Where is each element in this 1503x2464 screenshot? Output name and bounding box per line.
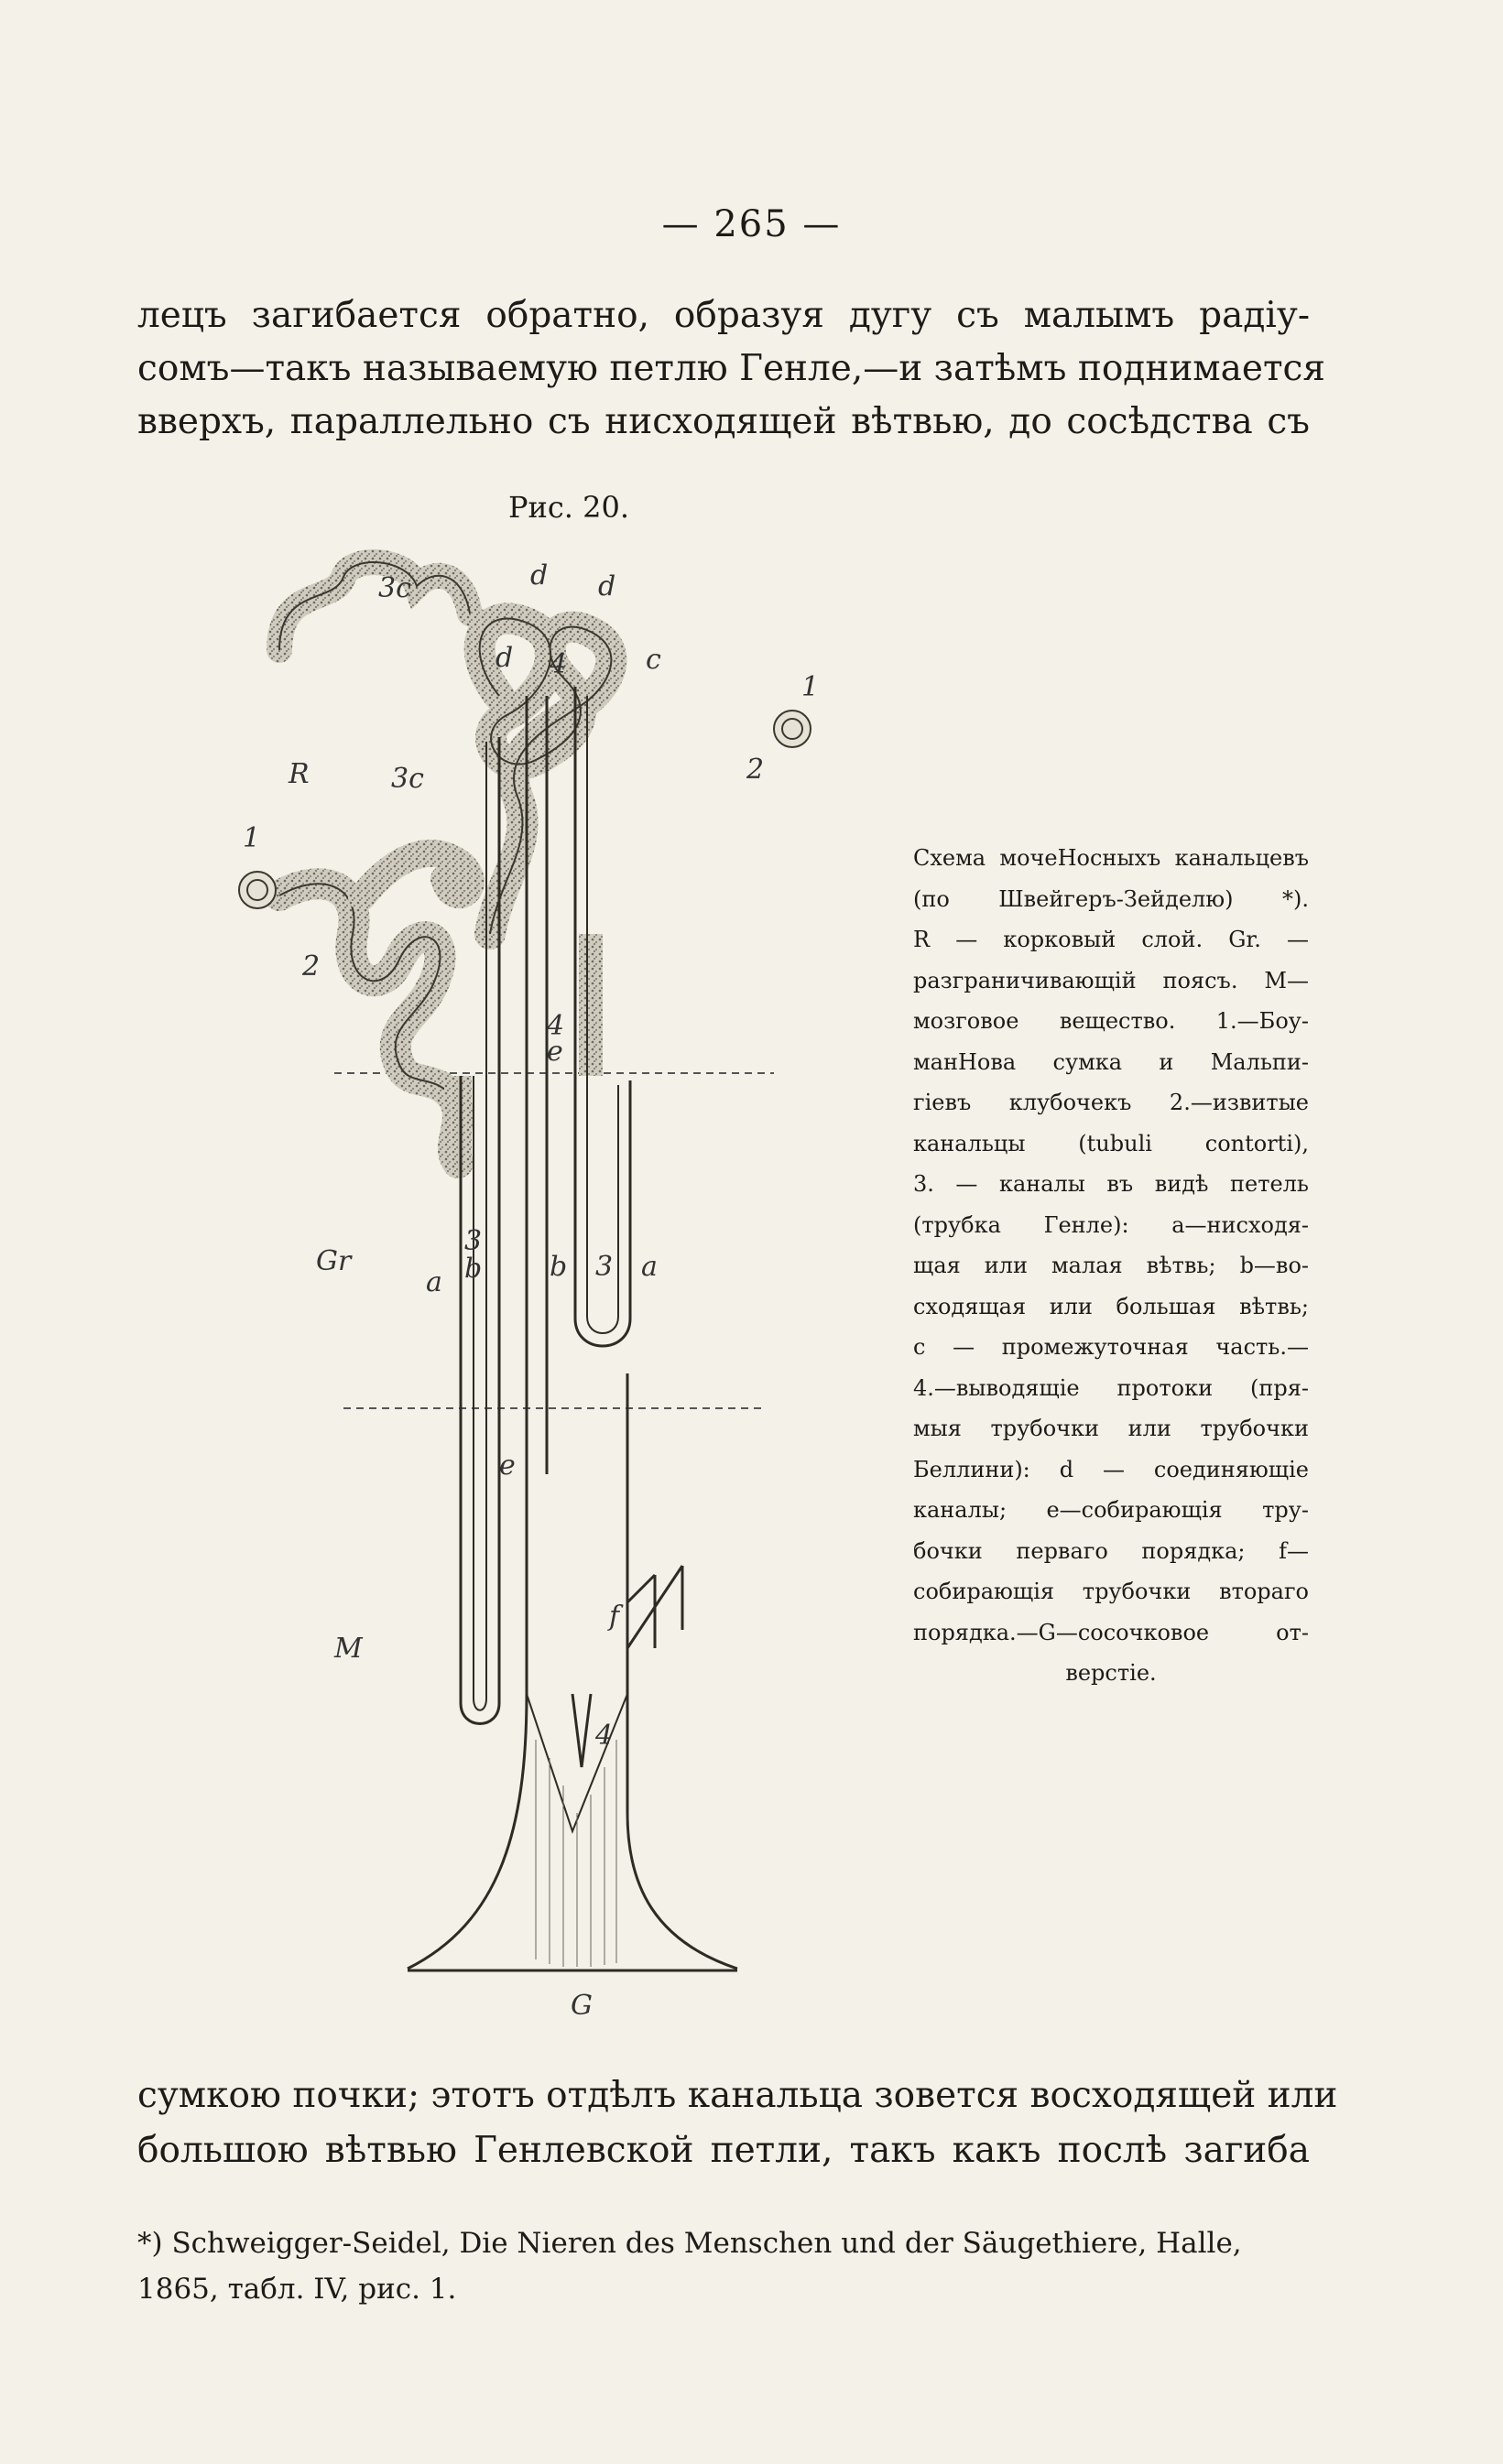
papillary-duct: [408, 1373, 737, 1969]
label-3: 3: [595, 1251, 614, 1283]
label-3c: 3c: [378, 572, 411, 604]
caption-line: R — корковый слой. Gr. —: [913, 927, 1309, 952]
label-4: 4: [550, 648, 568, 680]
caption-line: 4.—выводящіе протоки (пря-: [913, 1374, 1309, 1401]
label-f: f: [609, 1601, 620, 1633]
bowman-capsule-right: [774, 711, 811, 747]
caption-line: собирающія трубочки втораго: [913, 1579, 1309, 1604]
footnote-line: 1865, табл. IV, рис. 1.: [137, 2273, 457, 2306]
label-a: a: [426, 1266, 442, 1298]
papilla-label-g: G: [571, 1990, 593, 2022]
body-text-line: лецъ загибается обратно, образуя дугу съ малымъ радіу-: [137, 295, 1310, 336]
label-c: c: [646, 644, 661, 676]
label-e: e: [547, 1036, 563, 1068]
figure-label: Рис. 20.: [508, 490, 630, 525]
label-3: 3: [464, 1225, 483, 1257]
body-text-line: сомъ—такъ называемую петлю Генле,—и затѣмъ поднимается: [137, 348, 1325, 389]
caption-line: Беллини): d — соединяющіе: [913, 1456, 1309, 1482]
caption-line: гіевъ клубочекъ 2.—извитые: [913, 1090, 1309, 1115]
caption-line: Схема мочеНосныхъ канальцевъ: [913, 845, 1309, 871]
label-4: 4: [547, 1010, 565, 1042]
zone-label-gr: Gr: [316, 1245, 352, 1277]
label-a: a: [641, 1251, 658, 1283]
footnote-line: *) Schweigger-Seidel, Die Nieren des Menschen und der Säugethiere, Halle,: [137, 2227, 1242, 2260]
label-3c: 3c: [391, 763, 424, 795]
figure-caption: [913, 838, 1309, 1694]
label-b: b: [550, 1251, 568, 1283]
label-1: 1: [243, 822, 261, 854]
caption-line: щая или малая вѣтвь; b—во-: [913, 1253, 1309, 1278]
body-text-line: вверхъ, параллельно съ нисходящей вѣтвью, до сосѣдства съ: [137, 401, 1310, 442]
page-number: — 265 —: [661, 203, 842, 245]
caption-line: манНова сумка и Мальпи-: [913, 1048, 1309, 1075]
label-d: d: [496, 642, 514, 674]
bowman-capsule-left: [239, 872, 276, 908]
zone-label-r: R: [289, 758, 310, 790]
caption-line: сходящая или большая вѣтвь;: [913, 1293, 1309, 1319]
label-d: d: [598, 570, 616, 602]
label-e: e: [499, 1449, 516, 1482]
label-b: b: [464, 1253, 483, 1285]
label-4: 4: [595, 1720, 614, 1752]
label-d: d: [530, 559, 549, 592]
caption-line: верстіе.: [1065, 1660, 1157, 1686]
caption-line: 3. — каналы въ видѣ петель: [913, 1171, 1309, 1197]
convoluted-tubule-left: [279, 884, 458, 1163]
body-text-line: большою вѣтвью Генлевской петли, такъ какъ послѣ загиба: [137, 2130, 1310, 2171]
caption-line: разграничивающій поясъ. М—: [913, 967, 1309, 993]
caption-line: мозговое вещество. 1.—Боу-: [913, 1008, 1309, 1034]
caption-line: с — промежуточная часть.—: [913, 1334, 1309, 1360]
caption-line: каналы; е—собирающія тру-: [913, 1497, 1309, 1523]
label-2: 2: [302, 950, 321, 982]
body-text-line: сумкою почки; этотъ отдѣлъ канальца зовется восходящей или: [137, 2075, 1338, 2116]
caption-line: (по Швейгеръ-Зейделю) *).: [913, 885, 1309, 912]
nephron-diagram: [224, 549, 866, 2024]
label-2: 2: [746, 754, 765, 786]
caption-line: мыя трубочки или трубочки: [913, 1416, 1309, 1441]
caption-line: бочки перваго порядка; f—: [913, 1537, 1309, 1564]
zone-label-m: M: [334, 1633, 363, 1665]
label-1: 1: [801, 671, 820, 703]
caption-line: канальцы (tubuli contorti),: [913, 1130, 1309, 1156]
caption-line: порядка.—G—сосочковое от-: [913, 1619, 1309, 1645]
caption-line: (трубка Генле): а—нисходя-: [913, 1211, 1309, 1238]
